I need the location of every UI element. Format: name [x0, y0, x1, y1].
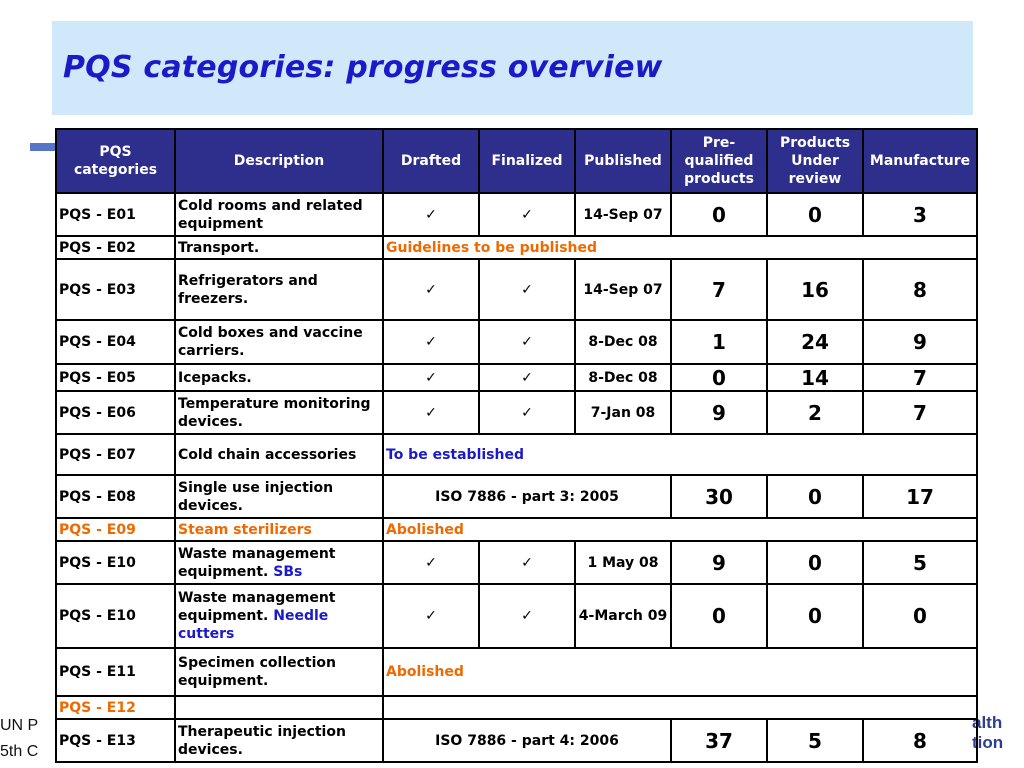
cell-iso-standard: ISO 7886 - part 3: 2005	[383, 475, 671, 518]
table-row	[56, 648, 977, 696]
header-prequalified: Pre-qualified products	[671, 129, 767, 193]
table-row	[56, 193, 977, 236]
cell-status-note: To be established	[383, 434, 977, 475]
cell-code: PQS - E13	[56, 719, 175, 762]
cell-empty	[383, 696, 977, 719]
cell-description: Icepacks.	[175, 364, 383, 391]
cell-code: PQS - E12	[56, 696, 175, 719]
cell-status-note: Guidelines to be published	[383, 236, 977, 259]
description-highlight: SBs	[273, 563, 303, 580]
cell-published: 14-Sep 07	[575, 259, 671, 320]
cell-published: 1 May 08	[575, 541, 671, 584]
cell-code: PQS - E06	[56, 391, 175, 434]
cell-under-review: 14	[767, 364, 863, 391]
logo-text-line-2: tion	[972, 733, 1004, 752]
logo-text-line-1: alth	[972, 713, 1003, 732]
check-icon: ✓	[479, 259, 575, 320]
cell-code: PQS - E10	[56, 541, 175, 584]
cell-prequalified: 0	[671, 584, 767, 648]
cell-prequalified: 7	[671, 259, 767, 320]
table-row	[56, 584, 977, 648]
cell-published: 8-Dec 08	[575, 364, 671, 391]
table-row	[56, 259, 977, 320]
cell-published: 8-Dec 08	[575, 320, 671, 364]
cell-description: Cold boxes and vaccine carriers.	[175, 320, 383, 364]
cell-manufacture: 7	[863, 391, 977, 434]
cell-manufacture: 5	[863, 541, 977, 584]
table-row	[56, 696, 977, 719]
cell-iso-standard: ISO 7886 - part 4: 2006	[383, 719, 671, 762]
footer-text-line-2: 5th C	[0, 743, 39, 760]
header-under-review: Products Under review	[767, 129, 863, 193]
table-row	[56, 541, 977, 584]
check-icon: ✓	[479, 193, 575, 236]
cell-description: Transport.	[175, 236, 383, 259]
cell-published: 7-Jan 08	[575, 391, 671, 434]
cell-code: PQS - E10	[56, 584, 175, 648]
cell-prequalified: 0	[671, 193, 767, 236]
cell-description: Cold rooms and related equipment	[175, 193, 383, 236]
cell-prequalified: 1	[671, 320, 767, 364]
cell-manufacture: 8	[863, 719, 977, 762]
header-published: Published	[575, 129, 671, 193]
check-icon: ✓	[383, 541, 479, 584]
table-row	[56, 518, 977, 541]
check-icon: ✓	[383, 364, 479, 391]
cell-code: PQS - E03	[56, 259, 175, 320]
cell-under-review: 0	[767, 193, 863, 236]
table-row	[56, 434, 977, 475]
description-highlight: Needle cutters	[178, 608, 329, 642]
header-manufacture: Manufacture	[863, 129, 977, 193]
description-text: Waste management equipment.	[178, 590, 336, 624]
check-icon: ✓	[383, 320, 479, 364]
cell-code: PQS - E08	[56, 475, 175, 518]
table-row	[56, 364, 977, 391]
cell-description: Steam sterilizers	[175, 518, 383, 541]
cell-code: PQS - E04	[56, 320, 175, 364]
cell-prequalified: 9	[671, 541, 767, 584]
header-pqs-categories: PQS categories	[56, 129, 175, 193]
cell-code: PQS - E11	[56, 648, 175, 696]
cell-manufacture: 7	[863, 364, 977, 391]
cell-description: Single use injection devices.	[175, 475, 383, 518]
cell-description	[175, 541, 383, 584]
cell-manufacture: 17	[863, 475, 977, 518]
check-icon: ✓	[479, 584, 575, 648]
check-icon: ✓	[383, 584, 479, 648]
cell-code: PQS - E02	[56, 236, 175, 259]
cell-prequalified: 37	[671, 719, 767, 762]
check-icon: ✓	[383, 391, 479, 434]
check-icon: ✓	[383, 193, 479, 236]
table-header-row	[56, 129, 977, 193]
header-drafted: Drafted	[383, 129, 479, 193]
cell-manufacture: 9	[863, 320, 977, 364]
cell-under-review: 2	[767, 391, 863, 434]
cell-published: 4-March 09	[575, 584, 671, 648]
cell-code: PQS - E01	[56, 193, 175, 236]
table-row	[56, 320, 977, 364]
table-row	[56, 391, 977, 434]
cell-code: PQS - E09	[56, 518, 175, 541]
cell-status-note: Abolished	[383, 518, 977, 541]
cell-description: Refrigerators and freezers.	[175, 259, 383, 320]
cell-description	[175, 584, 383, 648]
table-row	[56, 236, 977, 259]
pqs-progress-table	[55, 128, 978, 763]
header-description: Description	[175, 129, 383, 193]
cell-manufacture: 8	[863, 259, 977, 320]
cell-description: Therapeutic injection devices.	[175, 719, 383, 762]
cell-under-review: 5	[767, 719, 863, 762]
cell-code: PQS - E07	[56, 434, 175, 475]
cell-prequalified: 30	[671, 475, 767, 518]
cell-under-review: 0	[767, 541, 863, 584]
check-icon: ✓	[479, 320, 575, 364]
cell-prequalified: 0	[671, 364, 767, 391]
description-text: Waste management equipment.	[178, 545, 336, 580]
check-icon: ✓	[479, 364, 575, 391]
cell-manufacture: 3	[863, 193, 977, 236]
check-icon: ✓	[383, 259, 479, 320]
cell-prequalified: 9	[671, 391, 767, 434]
cell-description: Specimen collection equipment.	[175, 648, 383, 696]
cell-under-review: 16	[767, 259, 863, 320]
cell-published: 14-Sep 07	[575, 193, 671, 236]
cell-description: Cold chain accessories	[175, 434, 383, 475]
cell-under-review: 0	[767, 475, 863, 518]
accent-bar	[30, 143, 56, 151]
cell-description: Temperature monitoring devices.	[175, 391, 383, 434]
check-icon: ✓	[479, 391, 575, 434]
cell-description-empty	[175, 696, 383, 719]
table-row	[56, 475, 977, 518]
page-title: PQS categories: progress overview	[63, 50, 663, 85]
footer-text-line-1: UN P	[0, 717, 39, 734]
cell-under-review: 24	[767, 320, 863, 364]
cell-under-review: 0	[767, 584, 863, 648]
cell-status-note: Abolished	[383, 648, 977, 696]
header-finalized: Finalized	[479, 129, 575, 193]
cell-code: PQS - E05	[56, 364, 175, 391]
cell-manufacture: 0	[863, 584, 977, 648]
check-icon: ✓	[479, 541, 575, 584]
table-row	[56, 719, 977, 762]
